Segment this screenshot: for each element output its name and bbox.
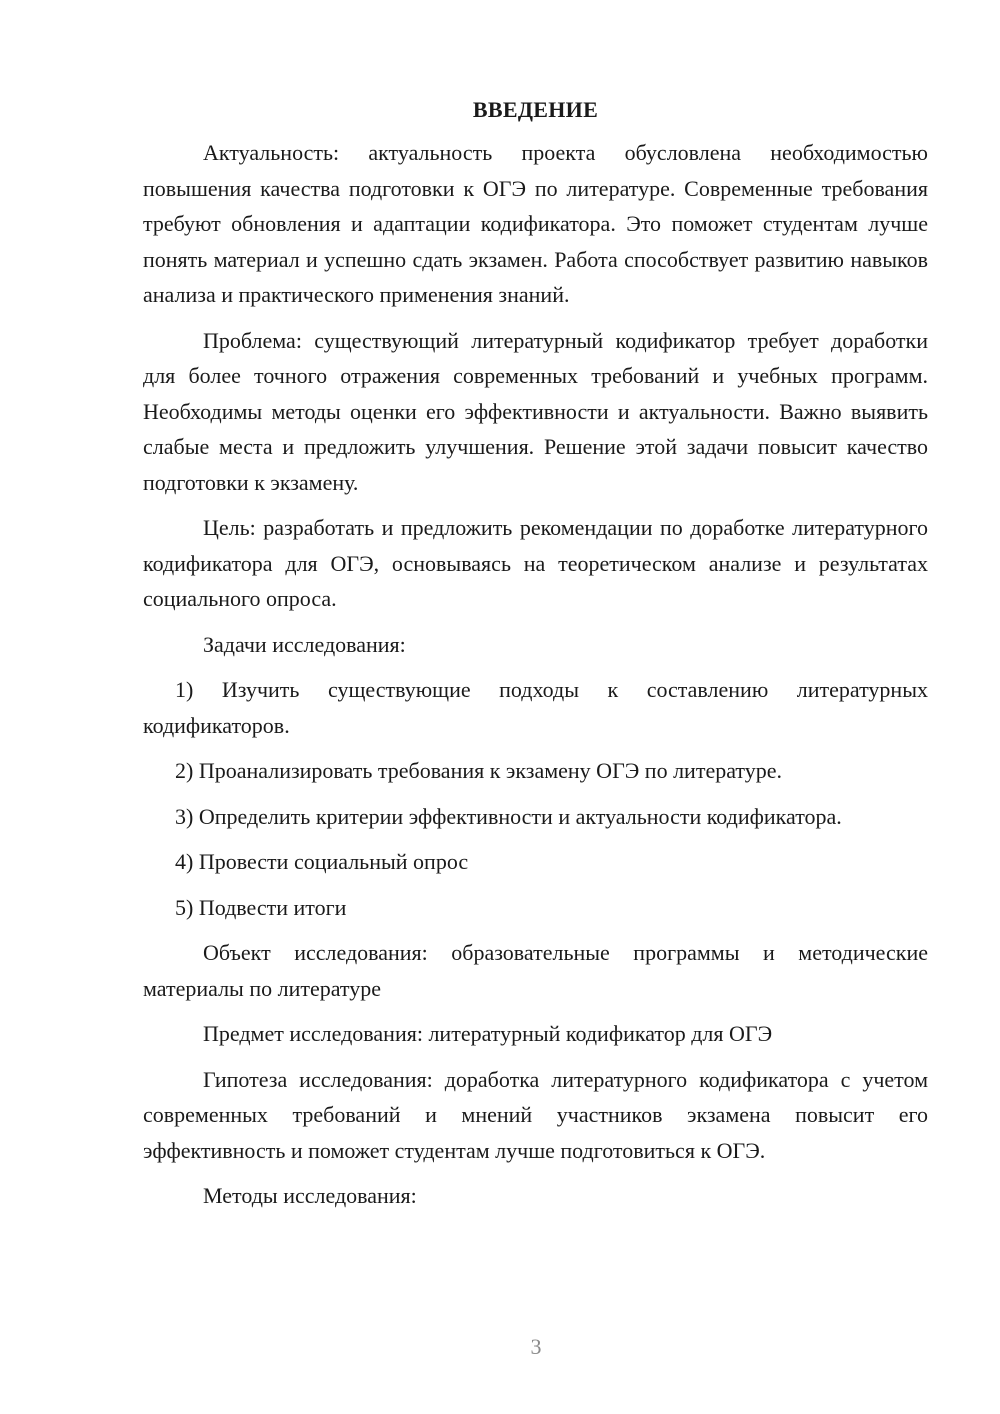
task-item-5: 5) Подвести итоги — [175, 894, 347, 920]
paragraph-object: Объект исследования: образовательные программы и методические материалы по литературе — [143, 940, 928, 1001]
paragraph-hypothesis: Гипотеза исследования: доработка литературного кодификатора с учетом современных требований и мнений участников экзамена повысит его эффективность и поможет студентам лучше подготовиться к ОГЭ. — [143, 1066, 928, 1163]
tasks-heading: Задачи исследования: — [203, 631, 406, 657]
document-body — [143, 95, 928, 1224]
task-item-2: 2) Проанализировать требования к экзамену ОГЭ по литературе. — [175, 758, 782, 783]
paragraph-relevance: Актуальность: актуальность проекта обусловлена необходимостью повышения качества подготовки к ОГЭ по литературе. Современные требования требуют обновления и адаптации кодификатора. Это поможет студентам лучше понять материал и успешно сдать экзамен. Работа способствует развитию навыков анализа и практического применения знаний. — [143, 140, 928, 307]
paragraph-methods: Методы исследования: — [203, 1183, 417, 1208]
task-item-3: 3) Определить критерии эффективности и актуальности кодификатора. — [175, 803, 842, 829]
paragraph-goal: Цель: разработать и предложить рекомендации по доработке литературного кодификатора для ОГЭ, основываясь на теоретическом анализе и результатах социального опроса. — [143, 515, 928, 611]
paragraph-subject: Предмет исследования: литературный кодификатор для ОГЭ — [203, 1021, 773, 1046]
task-item-1: 1) Изучить существующие подходы к составлению литературных кодификаторов. — [143, 677, 928, 738]
paragraph-problem: Проблема: существующий литературный кодификатор требует доработки для более точного отражения современных требований и учебных программ. Необходимы методы оценки его эффективности и актуальности. Важно выявить слабые места и предложить улучшения. Решение этой задачи повысит качество подготовки к экзамену. — [143, 327, 928, 495]
task-item-4: 4) Провести социальный опрос — [175, 849, 469, 874]
page-number: 3 — [530, 1334, 542, 1359]
page-title: ВВЕДЕНИЕ — [472, 97, 599, 122]
